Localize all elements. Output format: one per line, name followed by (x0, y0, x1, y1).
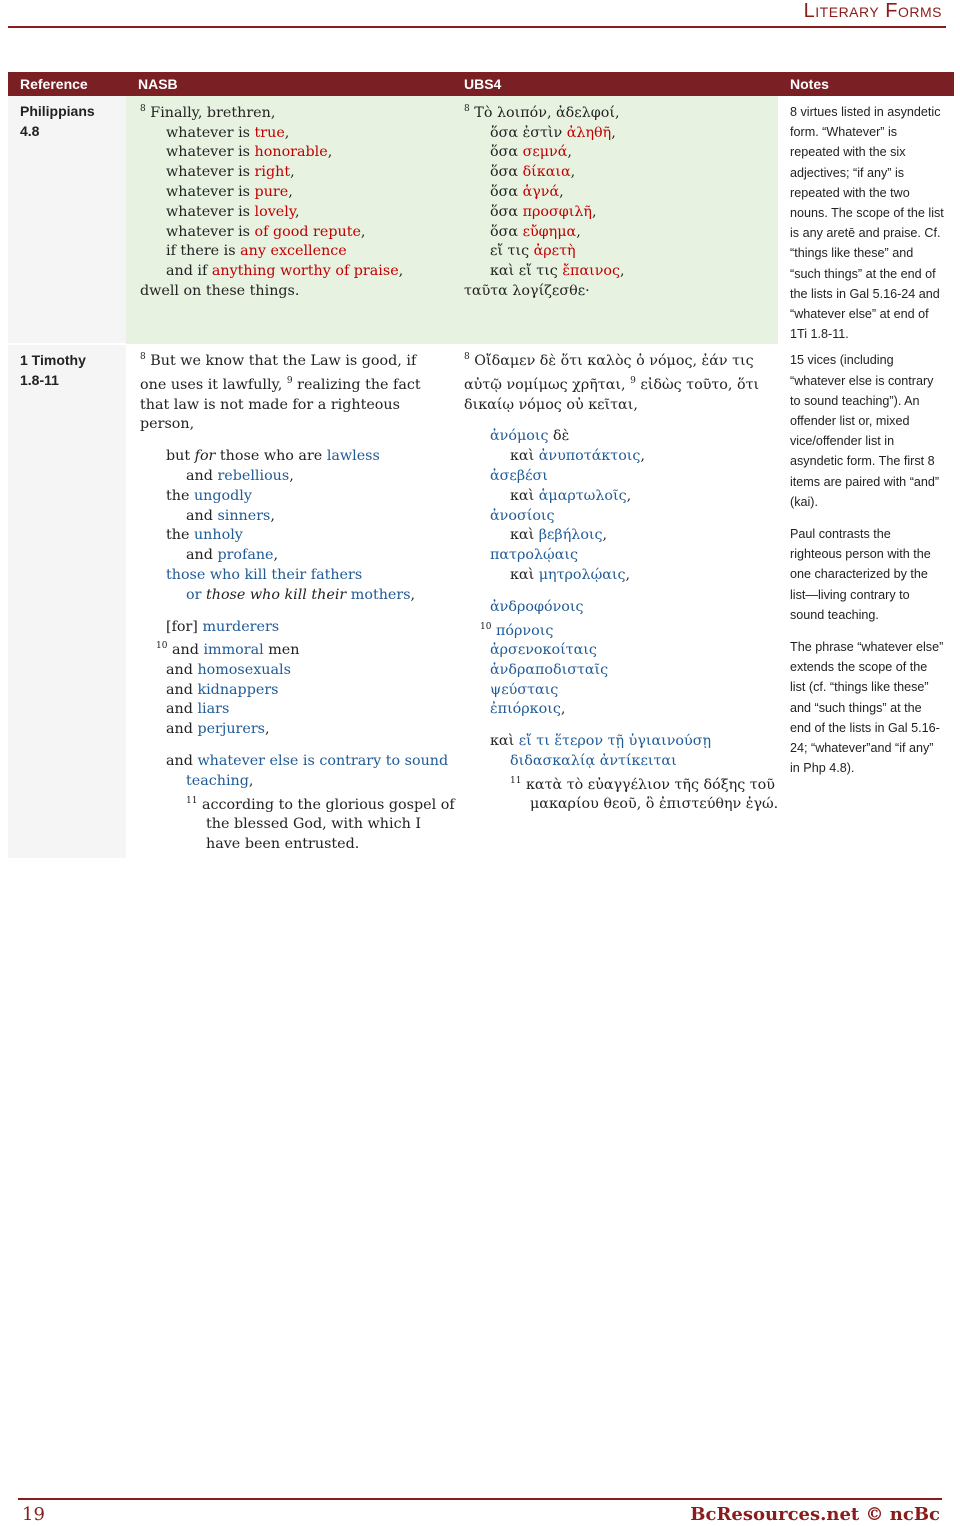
nasb-text: and (172, 642, 204, 659)
nasb-line: Finally, brethren, (150, 104, 276, 121)
nasb-italic: those who kill their (206, 586, 347, 603)
notes-cell (778, 344, 954, 858)
greek-virtue: ἀληθῆ (566, 124, 612, 141)
vice-term: teaching (186, 772, 249, 789)
note-paragraph: The phrase “whatever else” extends the scope of the list (cf. “things like these” and “such things” at the end of the lists in Gal 5.16-24; “whatever”and “if any” in Php 4.8). (790, 640, 944, 776)
reference-verse: 4.8 (20, 122, 40, 139)
greek-punct: , (625, 566, 631, 583)
verse-number: 11 (186, 795, 198, 806)
virtue-term: lovely (254, 203, 296, 220)
nasb-punct: , (284, 124, 290, 141)
greek-text: ὅσα (490, 164, 523, 181)
verse-number: 10 (480, 621, 492, 632)
reference-book: 1 Timothy (20, 352, 86, 369)
greek-punct: , (576, 223, 581, 240)
greek-virtue: εὔφημα (522, 223, 577, 240)
nasb-text: a (313, 396, 331, 413)
greek-punct: , (620, 263, 625, 280)
reference-cell (8, 96, 126, 344)
virtue-term: right (254, 164, 291, 181)
greek-vice: πατρολῴαις (490, 547, 578, 564)
nasb-punct: , (290, 164, 295, 181)
greek-vice: ἀνόμοις (490, 428, 549, 445)
greek-text: ὅσα (490, 203, 523, 220)
header-notes: Notes (778, 72, 954, 96)
nasb-text: whatever is (166, 183, 255, 200)
nasb-italic: for (194, 448, 216, 465)
literary-forms-table (8, 72, 954, 860)
greek-text: καὶ (510, 448, 539, 465)
verse-number: 11 (510, 775, 522, 786)
greek-text: μακαρίου θεοῦ, ὃ ἐπιστεύθην ἐγώ. (530, 796, 779, 813)
vice-term: sinners (217, 507, 271, 524)
nasb-text: have been entrusted. (206, 836, 360, 853)
nasb-text: dwell on these (140, 282, 246, 299)
virtue-term: true (254, 124, 285, 141)
note-paragraph: Paul contrasts the righteous person with the one characterized by the list—living contrary to sound teaching. (790, 527, 931, 622)
nasb-text: and (166, 721, 198, 738)
nasb-text: and (186, 507, 218, 524)
verse-number: 10 (156, 641, 168, 652)
nasb-text: whatever is (166, 223, 255, 240)
note-paragraph: 8 virtues listed in asyndetic form. “Whatever” is repeated with the six adjectives; “if any” is repeated with the two nouns. The scope of the list is any aretē and praise. Cf. “things like these” and “such things” at the end of the lists in Gal 5.16-24 and “whatever else” at end of 1Ti 1.8-11. (790, 105, 944, 342)
nasb-text: whatever is (166, 164, 255, 181)
vice-term: ungodly (193, 487, 252, 504)
greek-virtue: δίκαια (522, 164, 571, 181)
nasb-text: those who are (215, 448, 327, 465)
nasb-cell (126, 96, 452, 344)
nasb-text: But we know that the Law is good, if one uses it lawfully, (140, 353, 417, 393)
greek-text: καὶ (510, 566, 539, 583)
greek-virtue: σεμνά (522, 144, 568, 161)
greek-vice: βεβήλοις (538, 527, 603, 544)
greek-vice: ἀνδροφόνοις (490, 598, 584, 615)
nasb-text: [for] (166, 618, 203, 635)
vice-term: lawless (326, 448, 380, 465)
greek-virtue: ἔπαινος (562, 263, 621, 280)
greek-vice: μητρολῴαις (538, 566, 626, 583)
verse-number: 9 (630, 376, 636, 386)
greek-text: εἰδὼς τοῦτο, ὅτι (640, 376, 760, 393)
verse-number: 8 (140, 352, 146, 363)
nasb-text: and if (166, 263, 212, 280)
header-reference: Reference (8, 72, 126, 96)
greek-punct: , (559, 183, 564, 200)
table-row (8, 96, 954, 344)
table-row (8, 344, 954, 858)
nasb-punct: , (265, 721, 270, 738)
greek-punct: , (570, 164, 576, 181)
nasb-punct: , (410, 586, 416, 603)
header-ubs4: UBS4 (452, 72, 778, 96)
vice-term: those who kill their fathers (166, 566, 363, 583)
nasb-text: and (186, 547, 218, 564)
nasb-text: the (166, 487, 194, 504)
greek-virtue: προσφιλῆ (522, 203, 592, 220)
greek-text: Οἴδαμεν δὲ ὅτι καλὸς ὁ νόμος, ἐάν τις αὐτῷ νομίμως χρῆται, (464, 353, 754, 393)
nasb-text: realizing the fact that (140, 376, 421, 413)
vice-term: immoral (203, 642, 264, 659)
greek-virtue: ἁγνά (522, 183, 560, 200)
greek-punct: , (567, 144, 572, 161)
nasb-cell (126, 344, 455, 858)
vice-term: unholy (193, 527, 243, 544)
greek-punct: , (592, 203, 597, 220)
reference-cell (8, 344, 126, 858)
nasb-text: the blessed God, with which I (206, 816, 421, 833)
greek-text: ὅσα (490, 183, 523, 200)
greek-vice: ἀρσενοκοίταις (490, 642, 597, 659)
nasb-text: men (263, 642, 300, 659)
greek-vice: ἀσεβέσι (490, 467, 548, 484)
reference-verse: 1.8-11 (20, 372, 59, 389)
greek-vice: ἐπιόρκοις (490, 701, 561, 718)
greek-punct: , (560, 701, 566, 718)
note-paragraph: 15 vices (including “whatever else is contrary to sound teaching”). An offender list or, mixed vice/offender list in asyndetic form. The first 8 items are paired with “and” (kai). (790, 353, 940, 509)
reference-book: Philippians (20, 103, 95, 119)
vice-term: murderers (202, 618, 280, 635)
nasb-punct: , (398, 263, 404, 280)
nasb-punct: , (327, 144, 333, 161)
virtue-term: anything worthy of praise (211, 263, 399, 280)
bottom-rule (18, 1498, 942, 1500)
greek-vice: πόρνοις (496, 622, 554, 639)
verse-number: 8 (464, 352, 470, 363)
greek-punct: , (602, 527, 608, 544)
vice-term: perjurers (197, 721, 265, 738)
nasb-text: the (166, 527, 194, 544)
greek-vice: ψεύσταις (490, 681, 559, 698)
nasb-text: and (166, 701, 198, 718)
ubs4-cell (452, 96, 778, 344)
header-nasb: NASB (126, 72, 452, 96)
greek-vice: ἁμαρτωλοῖς (538, 487, 627, 504)
top-rule (8, 26, 946, 28)
nasb-text: person, (140, 416, 195, 433)
nasb-punct: , (270, 507, 275, 524)
nasb-text: if there is (166, 243, 241, 260)
vice-term: profane (217, 547, 274, 564)
vice-term: homosexuals (197, 661, 291, 678)
nasb-text: whatever is (166, 203, 255, 220)
greek-text: ὅσα (490, 223, 523, 240)
greek-punct: , (611, 124, 616, 141)
ubs4-cell (452, 344, 778, 858)
greek-vice: ἀνυποτάκτοις (538, 448, 641, 465)
greek-text: δὲ (548, 428, 570, 445)
nasb-text: and (186, 467, 218, 484)
vice-term: or (186, 586, 206, 603)
virtue-term: of good repute (254, 223, 361, 240)
footer-site: BcResources.net © ncBc (690, 1504, 940, 1525)
greek-vice: εἴ τι ἕτερον τῇ ὑγιαινούσῃ (518, 733, 712, 750)
greek-text: ὅσα ἐστὶν (490, 124, 567, 141)
greek-text: κατὰ τὸ εὐαγγέλιον τῆς δόξης τοῦ (526, 776, 775, 793)
nasb-text: and (166, 681, 198, 698)
nasb-punct: , (289, 467, 294, 484)
nasb-punct: , (295, 203, 300, 220)
nasb-punct: , (248, 772, 254, 789)
vice-term: rebellious (217, 467, 290, 484)
verse-number: 8 (140, 104, 146, 114)
nasb-punct: , (360, 223, 366, 240)
verse-number: 8 (464, 104, 470, 114)
greek-punct: , (633, 396, 638, 413)
nasb-text: righteous (330, 396, 400, 413)
vice-term: liars (197, 701, 230, 718)
virtue-term: pure (254, 183, 289, 200)
nasb-text: whatever is (166, 124, 255, 141)
vice-term: mothers (346, 586, 411, 603)
nasb-text: law is not made for (173, 396, 314, 413)
verse-number: 9 (286, 376, 293, 386)
greek-text: καὶ (510, 487, 539, 504)
nasb-text: and (166, 753, 198, 770)
nasb-text: and (166, 661, 198, 678)
greek-text: δικαίῳ νόμος οὐ κεῖται (464, 396, 634, 413)
greek-line: Τὸ λοιπόν, ἀδελφοί, (474, 104, 620, 121)
nasb-text: things. (245, 282, 300, 299)
nasb-text: according to the glorious gospel of (202, 796, 455, 813)
vice-term: whatever else is contrary to sound (197, 753, 449, 770)
greek-virtue: ἀρετὴ (533, 243, 576, 260)
greek-line: ταῦτα λογίζεσθε· (464, 282, 590, 299)
nasb-text: but (166, 448, 195, 465)
vice-term: kidnappers (197, 681, 279, 698)
greek-punct: , (626, 487, 632, 504)
greek-text: καὶ (510, 527, 539, 544)
table-header-row (8, 72, 954, 96)
nasb-punct: , (273, 547, 279, 564)
page-number: 19 (22, 1504, 45, 1525)
virtue-term: honorable (254, 144, 328, 161)
greek-vice: διδασκαλίᾳ ἀντίκειται (510, 753, 677, 770)
nasb-punct: , (288, 183, 293, 200)
greek-vice: ἀνοσίοις (490, 507, 555, 524)
greek-text: καὶ (490, 733, 519, 750)
greek-punct: , (640, 448, 645, 465)
greek-vice: ἀνδραποδισταῖς (490, 661, 609, 678)
nasb-text: whatever is (166, 144, 255, 161)
virtue-term: any excellence (240, 243, 347, 260)
section-title: Literary Forms (803, 0, 942, 22)
greek-text: εἴ τις (490, 243, 534, 260)
greek-text: ὅσα (490, 144, 523, 161)
notes-cell (778, 96, 954, 344)
greek-text: καὶ εἴ τις (490, 263, 563, 280)
